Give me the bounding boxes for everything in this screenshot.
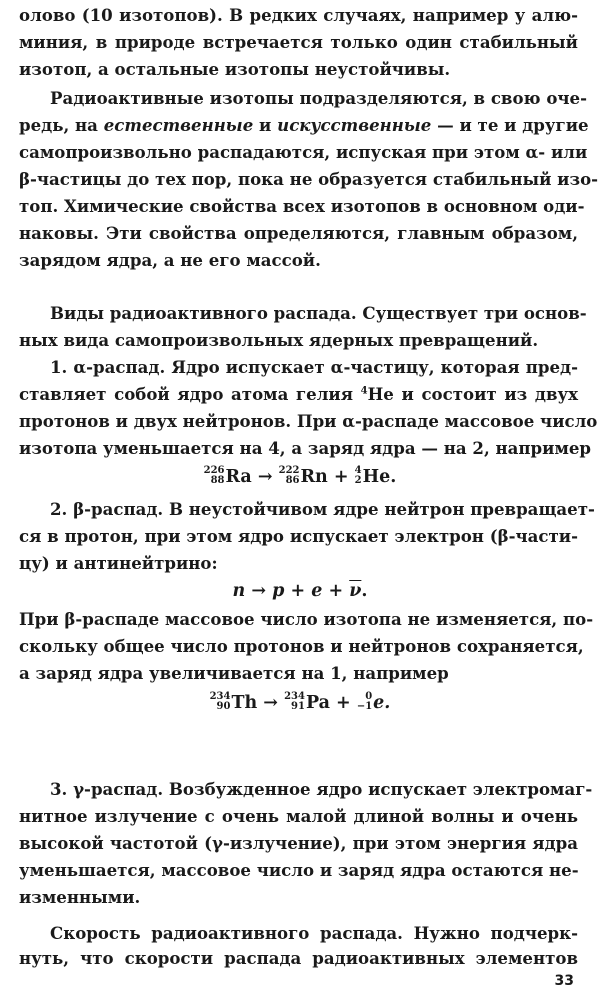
arrow: → — [257, 693, 285, 713]
text-line: изотоп, а остальные изотопы неустойчивы. — [19, 59, 451, 79]
mass-number: 4 — [360, 385, 368, 397]
element-symbol: Pa — [305, 693, 330, 713]
nuclide-indices: 0 −1 — [356, 690, 373, 712]
text-line: 3. γ-распад. Возбужденное ядро испускает электромаг- — [50, 779, 593, 799]
antineutrino-symbol: $\overline{\nu}$ — [349, 581, 362, 601]
neutron-symbol: n — [232, 581, 246, 601]
text-line: ных вида самопроизвольных ядерных превращений. — [19, 330, 539, 350]
text-line: ся в протон, при этом ядро испускает электрон (β-части- — [19, 526, 578, 546]
plus: + — [329, 693, 357, 713]
text-line — [19, 381, 578, 407]
plus: + — [327, 467, 355, 487]
section-heading-line — [50, 300, 587, 326]
text-span: He и состоит из двух — [367, 384, 578, 404]
section-heading: Скорость радиоактивного распада. — [50, 923, 403, 943]
plus: + — [284, 581, 312, 601]
text-span: редь, на — [19, 115, 104, 135]
text-span: ставляет собой ядро атома гелия — [19, 384, 361, 404]
nuclide-indices: 234 90 — [209, 690, 231, 712]
element-symbol: e. — [373, 693, 391, 713]
nuclide-indices: 222 86 — [278, 464, 300, 486]
text-span: Нужно подчерк- — [402, 923, 578, 943]
arrow: → — [245, 581, 273, 601]
text-span: и — [253, 115, 278, 135]
nuclide-indices: 234 91 — [284, 690, 305, 712]
nuclide-indices: 4 2 — [354, 464, 362, 486]
text-line: 2. β-распад. В неустойчивом ядре нейтрон превращает- — [50, 499, 595, 519]
text-line: При β-распаде массовое число изотопа не изменяется, по- — [19, 609, 594, 629]
italic-term: искусственные — [277, 115, 432, 135]
text-line: наковы. Эти свойства определяются, главным образом, — [19, 223, 578, 243]
beta-decay-reaction — [0, 578, 600, 604]
text-span: Существует три основ- — [356, 303, 587, 323]
text-span: — и те и другие — [431, 115, 589, 135]
page-number: 33 — [554, 973, 574, 989]
italic-term: естественные — [103, 115, 254, 135]
text-line: β-частицы до тех пор, пока не образуется стабильный изо- — [19, 169, 599, 189]
text-line: Радиоактивные изотопы подразделяются, в свою оче- — [50, 88, 587, 108]
text-line: зарядом ядра, а не его массой. — [19, 250, 321, 270]
text-line: самопроизвольно распадаются, испуская при этом α- или — [19, 142, 588, 162]
text-line: олово (10 изотопов). В редких случаях, например у алю- — [19, 5, 578, 25]
beta-decay-equation — [0, 690, 600, 716]
text-line: изменными. — [19, 887, 141, 907]
nuclide-indices: 226 88 — [203, 464, 225, 486]
element-symbol: Rn — [300, 467, 328, 487]
text-line: уменьшается, массовое число и заряд ядра остаются не- — [19, 860, 579, 880]
proton-symbol: p — [272, 581, 285, 601]
plus: + — [322, 581, 350, 601]
text-line: а заряд ядра увеличивается на 1, например — [19, 663, 449, 683]
section-heading-line — [50, 920, 578, 946]
alpha-decay-equation — [0, 464, 600, 490]
text-line — [19, 112, 589, 138]
text-line: 1. α-распад. Ядро испускает α-частицу, которая пред- — [50, 357, 578, 377]
text-line: миния, в природе встречается только один стабильный — [19, 32, 578, 52]
arrow: → — [251, 467, 279, 487]
text-line: топ. Химические свойства всех изотопов в основном оди- — [19, 196, 585, 216]
electron-symbol: e — [311, 581, 323, 601]
period: . — [361, 581, 368, 601]
text-line: высокой частотой (γ-излучение), при этом энергия ядра — [19, 833, 578, 853]
text-line: нуть, что скорости распада радиоактивных элементов — [19, 948, 578, 968]
element-symbol: Ra — [225, 467, 252, 487]
text-line: цу) и антинейтрино: — [19, 553, 218, 573]
text-line: нитное излучение с очень малой длиной волны и очень — [19, 806, 578, 826]
element-symbol: Th — [231, 693, 258, 713]
text-line: скольку общее число протонов и нейтронов сохраняется, — [19, 636, 584, 656]
text-line: протонов и двух нейтронов. При α-распаде массовое число — [19, 411, 598, 431]
element-symbol: He. — [362, 467, 397, 487]
text-line: изотопа уменьшается на 4, а заряд ядра — на 2, например — [19, 438, 592, 458]
section-heading: Виды радиоактивного распада. — [50, 303, 357, 323]
